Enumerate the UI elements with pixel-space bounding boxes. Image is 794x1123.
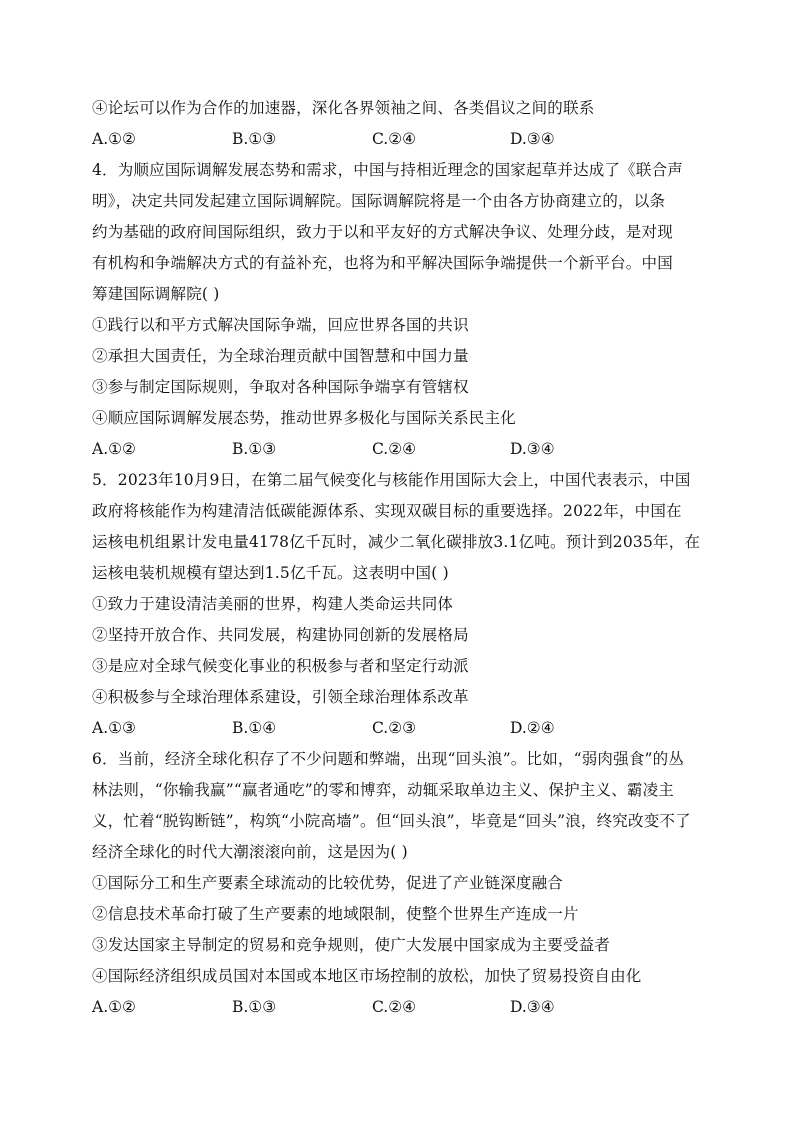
q6-stem-line: 6．当前，经济全球化积存了不少问题和弊端，出现“回头浪”。比如，“弱肉强食”的丛 xyxy=(92,750,685,768)
q6-option-d: D.③④ xyxy=(510,998,555,1016)
q6-item-2: ②信息技术革命打破了生产要素的地域限制，使整个世界生产连成一片 xyxy=(92,905,579,923)
q3-item-4: ④论坛可以作为合作的加速器，深化各界领袖之间、各类倡议之间的联系 xyxy=(92,99,595,117)
q5-stem-line: 政府将核能作为构建清洁低碳能源体系、实现双碳目标的重要选择。2022年，中国在 xyxy=(92,502,682,520)
q4-item-3: ③参与制定国际规则，争取对各种国际争端享有管辖权 xyxy=(92,378,469,396)
q6-item-3: ③发达国家主导制定的贸易和竞争规则，使广大发展中国家成为主要受益者 xyxy=(92,936,611,954)
q6-stem-line: 义，忙着“脱钩断链”，构筑“小院高墙”。但“回头浪”，毕竟是“回头”浪，终究改变不了 xyxy=(92,812,691,830)
q5-item-2: ②坚持开放合作、共同发展，构建协同创新的发展格局 xyxy=(92,626,469,644)
q5-item-3: ③是应对全球气候变化事业的积极参与者和坚定行动派 xyxy=(92,657,469,675)
q4-stem-line: 约为基础的政府间国际组织，致力于以和平友好的方式解决争议、处理分歧，是对现 xyxy=(92,223,673,241)
q4-option-a: A.①② xyxy=(92,440,136,458)
q5-option-a: A.①③ xyxy=(92,719,136,737)
q4-item-2: ②承担大国责任，为全球治理贡献中国智慧和中国力量 xyxy=(92,347,469,365)
q3-option-d: D.③④ xyxy=(510,130,555,148)
q4-item-1: ①践行以和平方式解决国际争端，回应世界各国的共识 xyxy=(92,316,469,334)
q6-stem-line: 林法则，“你输我赢”“赢者通吃”的零和博弈，动辄采取单边主义、保护主义、霸凌主 xyxy=(92,781,674,799)
q5-options xyxy=(92,718,702,738)
q5-stem-line: 运核电机组累计发电量4178亿千瓦时，减少二氧化碳排放3.1亿吨。预计到2035年，在 xyxy=(92,533,701,551)
q3-option-b: B.①③ xyxy=(232,130,277,148)
q6-item-1: ①国际分工和生产要素全球流动的比较优势，促进了产业链深度融合 xyxy=(92,874,564,892)
q5-stem-line: 5．2023年10月9日，在第二届气候变化与核能作用国际大会上，中国代表表示，中国 xyxy=(92,471,691,489)
q5-option-b: B.①④ xyxy=(232,719,277,737)
q6-option-a: A.①② xyxy=(92,998,136,1016)
q5-option-d: D.②④ xyxy=(510,719,555,737)
q5-item-1: ①致力于建设清洁美丽的世界，构建人类命运共同体 xyxy=(92,595,454,613)
q4-stem-line: 4．为顺应国际调解发展态势和需求，中国与持相近理念的国家起草并达成了《联合声 xyxy=(92,161,683,179)
q6-option-c: C.②④ xyxy=(372,998,417,1016)
q5-item-4: ④积极参与全球治理体系建设，引领全球治理体系改革 xyxy=(92,688,469,706)
q6-stem-line: 经济全球化的时代大潮滚滚向前，这是因为( ) xyxy=(92,843,408,861)
q4-option-c: C.②④ xyxy=(372,440,417,458)
q5-stem-line: 运核电装机规模有望达到1.5亿千瓦。这表明中国( ) xyxy=(92,564,449,582)
q4-stem-line: 筹建国际调解院( ) xyxy=(92,285,220,303)
q4-option-d: D.③④ xyxy=(510,440,555,458)
q3-option-a: A.①② xyxy=(92,130,136,148)
q6-options xyxy=(92,997,702,1017)
q4-stem-line: 明》，决定共同发起建立国际调解院。国际调解院将是一个由各方协商建立的，以条 xyxy=(92,192,666,210)
q6-option-b: B.①③ xyxy=(232,998,277,1016)
q3-options xyxy=(92,129,702,149)
q4-item-4: ④顺应国际调解发展态势，推动世界多极化与国际关系民主化 xyxy=(92,409,516,427)
q4-stem-line: 有机构和争端解决方式的有益补充，也将为和平解决国际争端提供一个新平台。中国 xyxy=(92,254,673,272)
q3-option-c: C.②④ xyxy=(372,130,417,148)
q5-option-c: C.②③ xyxy=(372,719,417,737)
q4-options xyxy=(92,439,702,459)
q4-option-b: B.①③ xyxy=(232,440,277,458)
q6-item-4: ④国际经济组织成员国对本国或本地区市场控制的放松，加快了贸易投资自由化 xyxy=(92,967,642,985)
